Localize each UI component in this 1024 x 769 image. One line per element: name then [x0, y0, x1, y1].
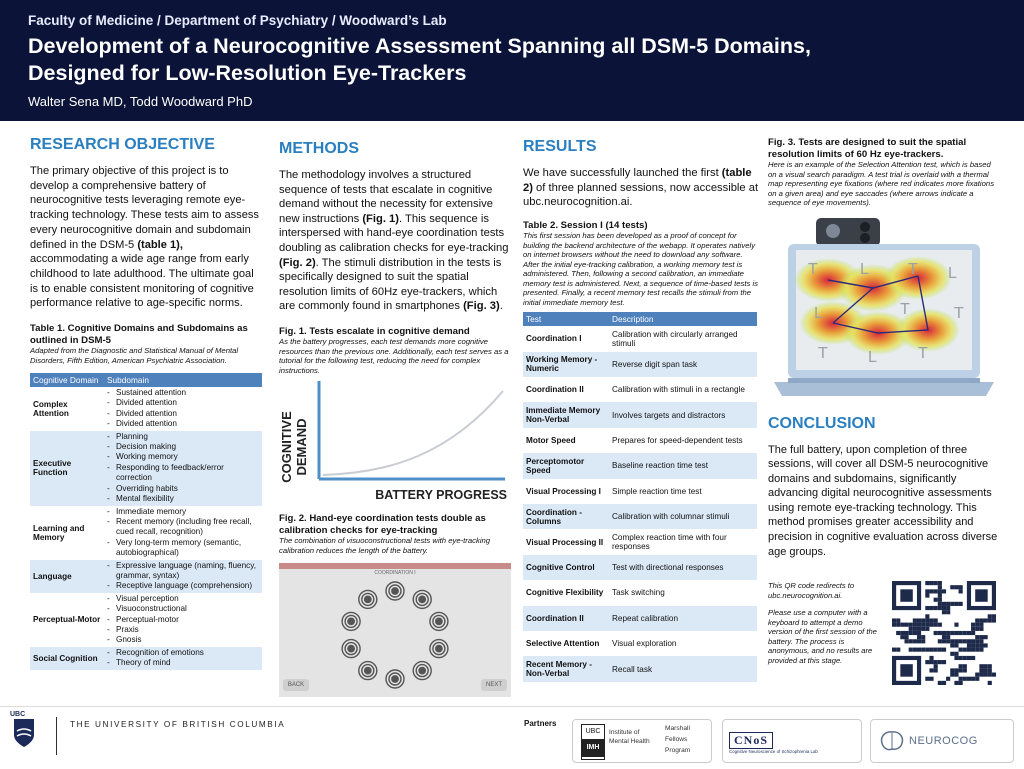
objective-text	[30, 164, 264, 311]
results-ref-table2: (table 2)	[523, 167, 752, 194]
subdomain-item: - Very long-term memory (semantic, autobiographical)	[107, 538, 259, 559]
test-name-cell: Coordination II	[526, 385, 584, 395]
test-name-cell: Recent Memory - Non-Verbal	[523, 656, 609, 681]
test-description-cell: Repeat calibration	[609, 606, 757, 631]
domain-cell: Executive Function	[30, 431, 104, 506]
results-text	[523, 166, 759, 210]
test-description-cell: Complex reaction time with four responses	[612, 533, 727, 552]
fig2-targets	[342, 582, 448, 688]
subdomain-item: - Divided attention	[107, 409, 259, 419]
conclusion-heading: CONCLUSION	[768, 414, 876, 432]
column-methods	[279, 134, 509, 697]
phone-camera-icon	[826, 224, 840, 238]
ubc-logo-text: UBC	[10, 711, 26, 718]
title-line-1: Development of a Neurocognitive Assessment Spanning all DSM-5 Domains,	[28, 34, 811, 58]
qr-note-1: This QR code redirects to ubc.neurocognition.ai.	[768, 581, 855, 600]
back-button[interactable]: BACK	[283, 679, 309, 691]
test-description-cell: Reverse digit span task	[609, 352, 757, 377]
neurocog-name: NEUROCOG	[909, 735, 978, 747]
subdomain-item: - Perceptual-motor	[107, 615, 259, 625]
poster-title	[28, 33, 988, 87]
qr-note-2: Please use a computer with a keyboard to attempt a demo version of the first session of the battery. The process is anonymous, and no results are provided at this stage.	[768, 608, 877, 665]
fig1-caption: As the battery progresses, each test demands more cognitive resources than the previous one. Additionally, each test serves as a tutorial for the following test, reducing the need for complex instructions.	[279, 337, 509, 375]
calibration-target	[365, 597, 371, 603]
subdomain-item: - Visual perception	[107, 594, 259, 604]
objective-text-b: accommodating a wide age range from early childhood to late adulthood. The ultimate goal is to enable consistent monitoring of cognitive performance relative to age-specific norms.	[30, 253, 254, 310]
subdomain-item: - Decision making	[107, 442, 259, 452]
test-description-cell: Simple reaction time test	[612, 486, 702, 496]
table-row	[523, 326, 757, 351]
table-row	[523, 555, 757, 580]
title-line-2: Designed for Low-Resolution Eye-Trackers	[28, 61, 467, 85]
subdomain-item: - Working memory	[107, 452, 259, 462]
subdomain-item: - Recognition of emotions	[107, 648, 259, 658]
objective-ref-table1: (table 1),	[137, 238, 183, 251]
table2-col-description: Description	[609, 312, 757, 326]
qr-notes	[768, 581, 886, 665]
imh-marshall-logo	[572, 719, 712, 763]
domain-cell: Social Cognition	[30, 647, 104, 670]
subdomain-cell	[104, 431, 262, 506]
subdomain-list	[107, 648, 259, 669]
test-description-cell: Calibration with circularly arranged stimuli	[612, 329, 738, 348]
svg-text:L: L	[948, 264, 957, 282]
methods-ref-fig2: (Fig. 2)	[279, 256, 316, 269]
fig1-xlabel: BATTERY PROGRESS	[375, 488, 507, 503]
calibration-target	[419, 597, 425, 603]
cnos-mark: CNoS	[729, 732, 773, 749]
imh-mark	[581, 724, 605, 760]
test-name-cell: Perceptomotor Speed	[523, 453, 609, 478]
test-name-cell: Coordination I	[526, 334, 582, 344]
table-row	[30, 387, 262, 431]
subdomain-item: - Sustained attention	[107, 388, 259, 398]
svg-text:T: T	[900, 300, 910, 318]
subdomain-item: - Immediate memory	[107, 507, 259, 517]
fig1-curve	[323, 391, 503, 475]
subdomain-item: - Receptive language (comprehension)	[107, 581, 259, 591]
fig1-ylabel-2: DEMAND	[294, 418, 309, 476]
results-text-b: of three planned sessions, now accessible at ubc.neurocognition.ai.	[523, 181, 759, 209]
university-name: THE UNIVERSITY OF BRITISH COLUMBIA	[70, 720, 286, 729]
results-text-a: We have successfully launched the first	[523, 167, 722, 179]
domain-cell: Perceptual-Motor	[33, 615, 101, 625]
methods-ref-fig3: (Fig. 3)	[463, 300, 500, 313]
phone-lens-icon-2	[860, 233, 870, 243]
test-name-cell: Cognitive Control	[523, 555, 609, 580]
table-row	[523, 402, 757, 427]
subdomain-list	[107, 594, 259, 646]
laptop-base	[774, 382, 994, 396]
subdomain-item: - Divided attention	[107, 419, 259, 429]
imh-abbr: IMH	[582, 739, 604, 757]
objective-heading: RESEARCH OBJECTIVE	[30, 136, 215, 153]
calibration-target	[436, 619, 442, 625]
brain-icon	[879, 729, 905, 753]
subdomain-cell	[104, 560, 262, 593]
test-name-cell: Visual Processing I	[526, 486, 601, 496]
methods-text-3: . The stimuli distribution in the tests is specifically designed to suit the spatial resolution limits of 60Hz eye-trackers, which are commonly found in smartphones	[279, 256, 502, 313]
fig1-graph	[279, 375, 509, 505]
test-name-cell: Working Memory - Numeric	[523, 352, 609, 377]
ubc-crest-icon	[12, 717, 36, 749]
subdomain-item: - Praxis	[107, 625, 259, 635]
table-row	[523, 529, 757, 554]
methods-text-1: The methodology involves a structured sequence of tests that escalate in cognitive demand without the necessity for extensive new instructions	[279, 169, 493, 225]
fig1-ylabel-1: COGNITIVE	[279, 411, 294, 484]
neurocog-logo	[870, 719, 1014, 763]
domain-cell: Learning and Memory	[33, 523, 85, 542]
test-description-cell: Visual exploration	[612, 639, 677, 649]
table-row	[523, 631, 757, 656]
phone	[816, 218, 880, 246]
table1-body	[30, 387, 262, 670]
column-figure3-conclusion	[768, 137, 998, 691]
fig2-target-ring	[279, 569, 511, 697]
test-name-cell: Cognitive Flexibility	[526, 588, 604, 598]
column-objective	[30, 134, 264, 670]
test-description-cell: Recall task	[609, 656, 757, 681]
next-button[interactable]: NEXT	[481, 679, 507, 691]
partners-label: Partners	[524, 719, 557, 728]
test-description-cell: Involves targets and distractors	[609, 402, 757, 427]
calibration-target	[348, 646, 354, 652]
calibration-target	[392, 588, 398, 594]
table1	[30, 373, 262, 670]
fig3-title: Fig. 3. Tests are designed to suit the spatial resolution limits of 60 Hz eye-trackers.	[768, 137, 967, 160]
subdomain-cell	[104, 506, 262, 560]
test-description-cell: Prepares for speed-dependent tests	[612, 436, 743, 446]
test-name-cell: Selective Attention	[526, 639, 600, 649]
svg-text:L: L	[860, 260, 869, 278]
authors: Walter Sena MD, Todd Woodward PhD	[28, 94, 253, 109]
subdomain-list	[107, 388, 259, 430]
subdomain-list	[107, 432, 259, 505]
phone-lens-icon	[860, 222, 870, 232]
laptop-hinge	[788, 378, 980, 383]
footer-divider	[56, 717, 57, 755]
subdomain-item: - Recent memory (including free recall, cued recall, recognition)	[107, 517, 259, 538]
table1-header-row	[30, 373, 262, 387]
test-description-cell: Calibration with stimuli in a rectangle	[612, 385, 745, 395]
table2-caption: This first session has been developed as a proof of concept for building the backend architecture of the webapp. It operates natively on internet browsers without the need to download any software. After the initial eye-tracking calibration, a working memory test is administered. Then, following a second calibration, an immediate memory test is administered. Next, a sequence of time-based tests is presented. Finally, a recent memory test recalls the stimuli from the initial immediate memory test.	[523, 231, 758, 307]
table-row	[30, 431, 262, 506]
calibration-target	[392, 676, 398, 682]
subdomain-item: - Responding to feedback/error correction	[107, 463, 259, 484]
subdomain-item: - Gnosis	[107, 635, 259, 645]
subdomain-cell	[104, 387, 262, 431]
subdomain-item: - Expressive language (naming, fluency, grammar, syntax)	[107, 561, 259, 582]
table-row	[30, 593, 262, 647]
table-row	[523, 479, 757, 504]
subdomain-item: - Visuoconstructional	[107, 604, 259, 614]
subdomain-cell	[104, 647, 262, 670]
svg-text:L: L	[814, 304, 823, 322]
table-row	[523, 580, 757, 605]
poster-footer	[0, 706, 1024, 769]
subdomain-item: - Theory of mind	[107, 658, 259, 668]
methods-text-4: .	[499, 300, 503, 313]
table-row	[523, 428, 757, 453]
calibration-target	[419, 668, 425, 674]
test-name-cell: Motor Speed	[526, 436, 576, 446]
test-name-cell: Visual Processing II	[526, 537, 604, 547]
qr-code[interactable]	[892, 581, 996, 685]
conclusion-text: The full battery, upon completion of three sessions, will cover all DSM-5 neurocognitive domains and subdomains, significantly advancing digital neurocognitive assessments using remote eye-tracking technology. This method promises greater accessibility and precision in cognitive evaluation across diverse age groups.	[768, 443, 998, 558]
imh-ubc: UBC	[585, 728, 601, 735]
fig2-caption: The combination of visuoconstructional tests with eye-tracking calibration reduces the length of the battery.	[279, 536, 491, 555]
methods-ref-fig1: (Fig. 1)	[362, 212, 399, 225]
subdomain-item: - Divided attention	[107, 398, 259, 408]
table-row	[523, 352, 757, 377]
marshall-program: Marshall Fellows Program	[665, 725, 691, 754]
fig2-title: Fig. 2. Hand-eye coordination tests double as calibration checks for eye-tracking	[279, 513, 486, 536]
svg-text:T: T	[954, 304, 964, 322]
table-row	[30, 560, 262, 593]
table1-col-subdomain: Subdomain	[104, 373, 262, 387]
fig2-screen	[279, 563, 511, 697]
table-row	[523, 377, 757, 402]
svg-text:T: T	[918, 344, 928, 362]
fig2-screen-title: COORDINATION I	[374, 570, 416, 577]
subdomain-item: - Planning	[107, 432, 259, 442]
table-row	[523, 453, 757, 478]
fig1-title: Fig. 1. Tests escalate in cognitive demand	[279, 325, 470, 337]
svg-text:T: T	[818, 344, 828, 362]
fig1-caption-block	[279, 326, 509, 376]
affiliation: Faculty of Medicine / Department of Psychiatry / Woodward’s Lab	[28, 13, 447, 28]
test-name-cell: Immediate Memory Non-Verbal	[523, 402, 609, 427]
test-name-cell: Coordination II	[523, 606, 609, 631]
poster-header	[0, 0, 1024, 121]
domain-cell: Complex Attention	[33, 399, 69, 418]
results-heading: RESULTS	[523, 138, 597, 155]
table2-title: Table 2. Session I (14 tests)	[523, 219, 648, 231]
fig3-caption: Here is an example of the Selection Attention test, which is based on a visual search paradigm. A test trial is overlaid with a thermal map representing eye fixations (where red indicates more fixations on a given area) and eye saccades (where arrows indicate a sequence of eye movements).	[768, 160, 995, 207]
subdomain-list	[107, 507, 259, 559]
imh-name: Institute of Mental Health	[609, 729, 650, 745]
table1-col-domain: Cognitive Domain	[30, 373, 104, 387]
methods-text-2: . This sequence is interspersed with hand-eye coordination tests doubling as calibration checks for eye-tracking	[279, 212, 509, 254]
fig2-caption-block	[279, 513, 509, 555]
domain-cell: Language	[30, 560, 104, 593]
test-name-cell: Coordination - Columns	[523, 504, 609, 529]
objective-text-a: The primary objective of this project is to develop a comprehensive battery of neurocognitive tests leveraging remote eye-tracking technology. These tests aim to assess every neurocognitive domain and subdomain defined in the DSM-5	[30, 165, 259, 251]
subdomain-item: - Overriding habits	[107, 484, 259, 494]
calibration-target	[365, 668, 371, 674]
cnos-subtitle: Cognitive Neuroscience of Schizophrenia Lab	[729, 749, 818, 754]
subdomain-list	[107, 561, 259, 592]
table-row	[523, 656, 757, 681]
svg-text:T: T	[908, 260, 918, 278]
table-row	[30, 506, 262, 560]
table1-caption: Adapted from the Diagnostic and Statistical Manual of Mental Disorders, Fifth Edition, American Psychiatric Association.	[30, 346, 239, 365]
calibration-target	[436, 646, 442, 652]
table2	[523, 312, 757, 681]
svg-text:L: L	[868, 348, 877, 366]
table-row	[523, 606, 757, 631]
test-description-cell: Baseline reaction time test	[609, 453, 757, 478]
table1-title: Table 1. Cognitive Domains and Subdomains as outlined in DSM-5	[30, 323, 248, 346]
qr-section	[768, 581, 998, 691]
table2-caption-block	[523, 220, 759, 308]
table-row	[523, 504, 757, 529]
column-results	[523, 134, 759, 682]
test-description-cell: Test with directional responses	[609, 555, 757, 580]
table2-header-row	[523, 312, 757, 326]
cnos-logo	[722, 719, 862, 763]
test-description-cell: Task switching	[612, 588, 665, 598]
fig3-laptop-heatmap	[768, 218, 1000, 413]
table2-body	[523, 326, 757, 681]
methods-text	[279, 168, 509, 314]
test-description-cell: Calibration with columnar stimuli	[609, 504, 757, 529]
table-row	[30, 647, 262, 670]
table1-caption-block	[30, 323, 264, 365]
subdomain-cell	[104, 593, 262, 647]
subdomain-item: - Mental flexibility	[107, 494, 259, 504]
methods-heading: METHODS	[279, 140, 359, 157]
calibration-target	[348, 619, 354, 625]
table2-col-test: Test	[523, 312, 609, 326]
svg-text:T: T	[808, 260, 818, 278]
